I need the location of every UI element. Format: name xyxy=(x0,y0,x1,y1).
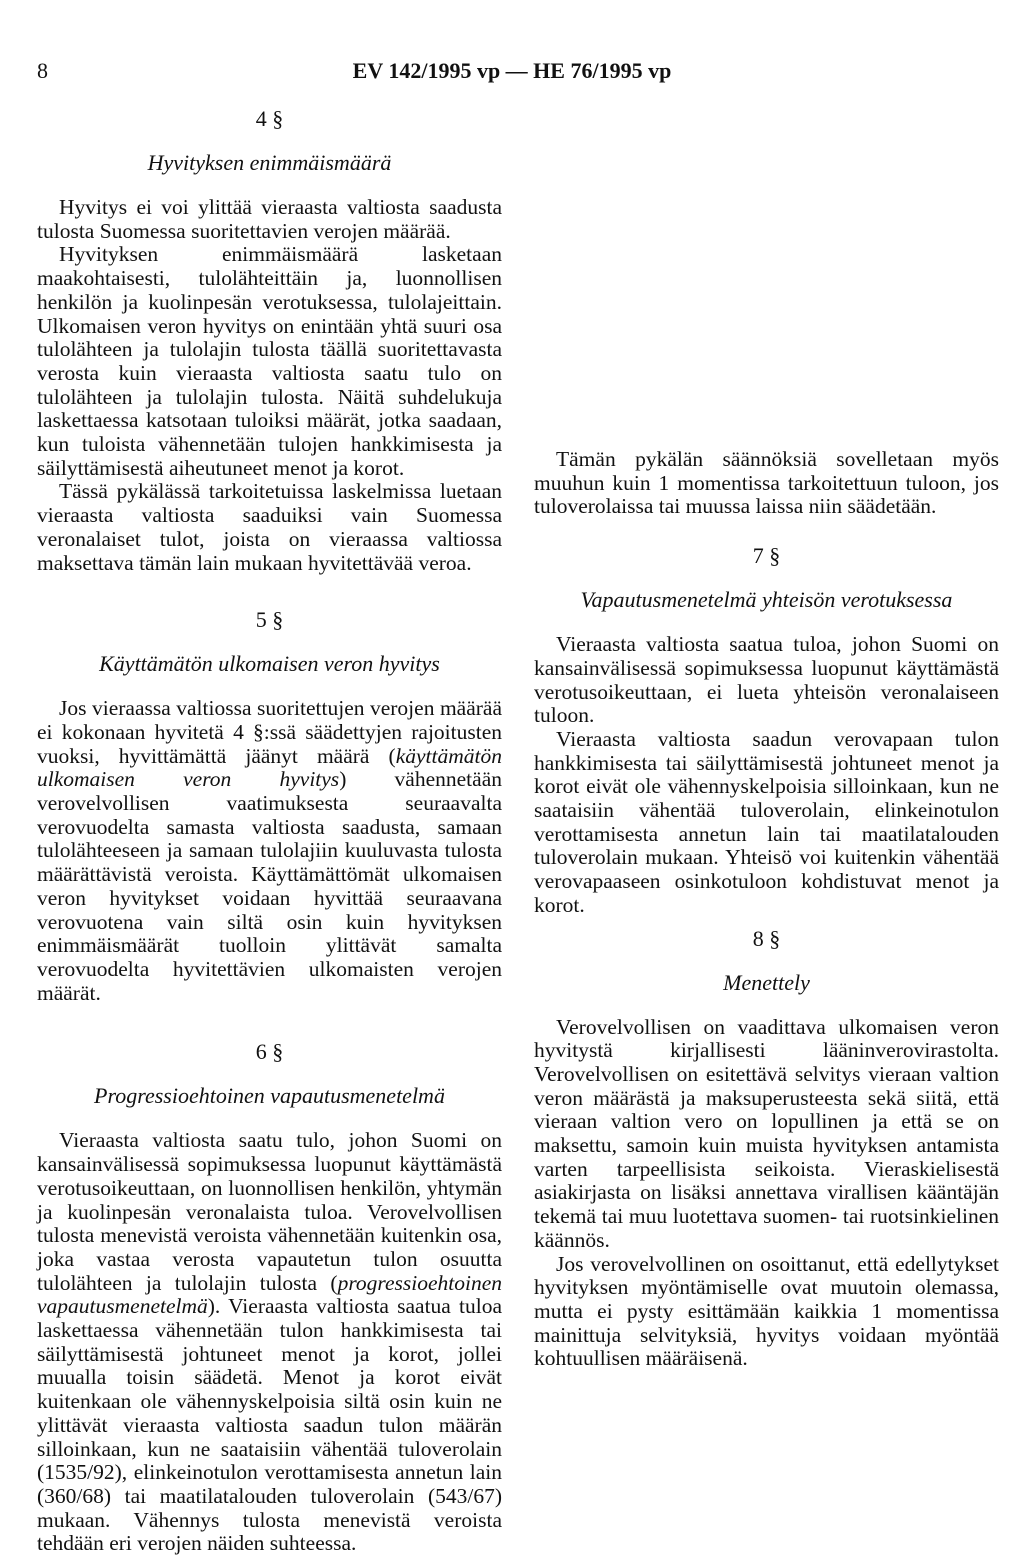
section-4-number: 4 § xyxy=(255,106,284,131)
section-6-paragraph-1: Vieraasta valtiosta saatu tulo, johon Suomi on kansainvälisessä sopimuksessa luopunut käyttämästä verotusoikeuttaan, on luonnollisen henkilön, yhtymän ja kuolinpesän veronalaista tuloa. Verovelvollisen tulosta menevistä veroista vähennetään kuitenkin osa, joka vastaa verosta vapautetun tulon osuutta tulolähteen ja tulolajin tulosta (progressioehtoinen vapautusmenetelmä). Vieraasta valtiosta saatua tuloa laskettaessa vähennetään tulon hankkimisesta tai säilyttämisestä johtuneet menot ja korot, jollei muualla toisin säädetä. Menot ja korot eivät kuitenkaan ole vähennyskelpoisia siltä osin kuin ne ylittävät vieraasta valtiosta saadun tulon määrän silloinkaan, kun ne saataisiin vähentää tuloverolain (1535/92), elinkeinotulon verottamisesta annetun lain (360/68) tai maatilatalouden tuloverolain (543/67) mukaan. Vähennys tulosta menevistä veroista tehdään eri verojen näiden suhteessa. xyxy=(37,1128,502,1556)
section-7-title: Vapautusmenetelmä yhteisön verotuksessa xyxy=(580,587,953,613)
section-8 xyxy=(534,926,999,1372)
section-7-number: 7 § xyxy=(752,543,781,569)
section-8-paragraph-2: Jos verovelvollinen on osoittanut, että edellytykset hyvityksen myöntämiselle ovat muutoin olemassa, mutta ei pysty esittämään kaikkia 1 momentissa mainittuja selvityksiä, hyvitys voidaan myöntää kohtuullisen määräisenä. xyxy=(534,1251,999,1371)
section-4-paragraph-2: Hyvityksen enimmäismäärä lasketaan maakohtaisesti, tulolähteittäin ja, luonnollisen henkilön ja kuolinpesän verotuksessa, tulolajeittain. Ulkomaisen veron hyvitys on enintään yhtä suuri osa tulolähteen ja tulolajin tulosta täällä suoritettavasta verosta kuin vieraasta valtiosta saatu tulo on tulolähteen ja tulolajin tulosta. Näitä suhdelukuja laskettaessa katsotaan tuloiksi määrät, jotka saadaan, kun tuloista vähennetään tulojen hankkimisesta ja säilyttämisestä aiheutuneet menot ja korot. xyxy=(37,242,502,480)
running-header: EV 142/1995 vp — HE 76/1995 vp xyxy=(352,58,672,83)
section-6 xyxy=(37,1039,502,1556)
section-6-title: Progressioehtoinen vapautusmenetelmä xyxy=(94,1083,445,1109)
section-8-paragraph-1: Verovelvollisen on vaadittava ulkomaisen veron hyvitystä kirjallisesti lääninverovirastolta. Verovelvollisen on esitettävä selvitys vieraan valtion veron määrästä ja maksuperusteesta sekä siitä, että vieraan valtion vero on lopullinen ja että se on maksettu, samoin kuin muista hyvityksen antamista varten tarpeellisista seikoista. Vieraskielisestä asiakirjasta on lisäksi annettava virallisen kääntäjän tekemä tai muu luotettava suomen- tai ruotsinkielinen käännös. xyxy=(534,1014,999,1252)
left-column xyxy=(37,106,502,1556)
section-5-paragraph-1: Jos vieraassa valtiossa suoritettujen verojen määrää ei kokonaan hyvitetä 4 §:ssä säädettyjen rajoitusten vuoksi, hyvittämättä jäänyt määrä (käyttämätön ulkomaisen veron hyvitys) vähennetään verovelvollisen vaatimuksesta seuraavalta verovuodelta samasta valtiosta saadusta, samaan tulolähteeseen ja samaan tulolajiin kuuluvasta tulosta määrättävistä veroista. Käyttämättömät ulkomaisen veron hyvitykset voidaan hyvittää seuraavana verovuotena vain siltä osin kuin hyvityksen enimmäismäärät tuolloin ylittävät samalta verovuodelta hyvitettävien ulkomaisten verojen määrät. xyxy=(37,696,502,1005)
section-8-number: 8 § xyxy=(752,925,781,951)
section-4-title: Hyvityksen enimmäismäärä xyxy=(147,150,392,175)
section-5-title: Käyttämätön ulkomaisen veron hyvitys xyxy=(99,651,440,677)
section-4-paragraph-1: Hyvitys ei voi ylittää vieraasta valtiosta saadusta tulosta Suomessa suoritettavien verojen määrää. xyxy=(37,195,502,243)
section-7-paragraph-2: Vieraasta valtiosta saadun verovapaan tulon hankkimisesta tai säilyttämisestä johtuneet menot ja korot eivät ole vähennyskelpoisia silloinkaan, kun ne saataisiin vähentää tuloverolain, elinkeinotulon verottamisesta annetun lain tai maatilatalouden tuloverolain mukaan. Yhteisö voi kuitenkin vähentää verovapaaseen osinkotuloon kohdistuvat menot ja korot. xyxy=(534,726,999,917)
section-4-paragraph-3: Tässä pykälässä tarkoitetuissa laskelmissa luetaan vieraasta valtiosta saaduiksi vain Suomessa veronalaiset tulot, joista on vieraassa valtiossa maksettava tämän lain mukaan hyvitettävää veroa. xyxy=(37,479,502,575)
section-6-number: 6 § xyxy=(255,1039,284,1065)
section-5-number: 5 § xyxy=(255,607,284,633)
section-7 xyxy=(534,543,999,917)
section-8-title: Menettely xyxy=(723,969,810,995)
section-5 xyxy=(37,607,502,1005)
section-7-paragraph-1: Vieraasta valtiosta saatua tuloa, johon Suomi on kansainvälisessä sopimuksessa luopunut käyttämästä verotusoikeuttaan, ei lueta yhteisön veronalaiseen tuloon. xyxy=(534,632,999,728)
page-number: 8 xyxy=(37,58,48,83)
section-6-paragraph-2: Tämän pykälän säännöksiä sovelletaan myös muuhun kuin 1 momentissa tarkoitettuun tuloon, jos tuloverolaissa tai muussa laissa niin säädetään. xyxy=(534,447,999,519)
right-column xyxy=(534,106,999,1371)
section-4 xyxy=(37,106,502,575)
